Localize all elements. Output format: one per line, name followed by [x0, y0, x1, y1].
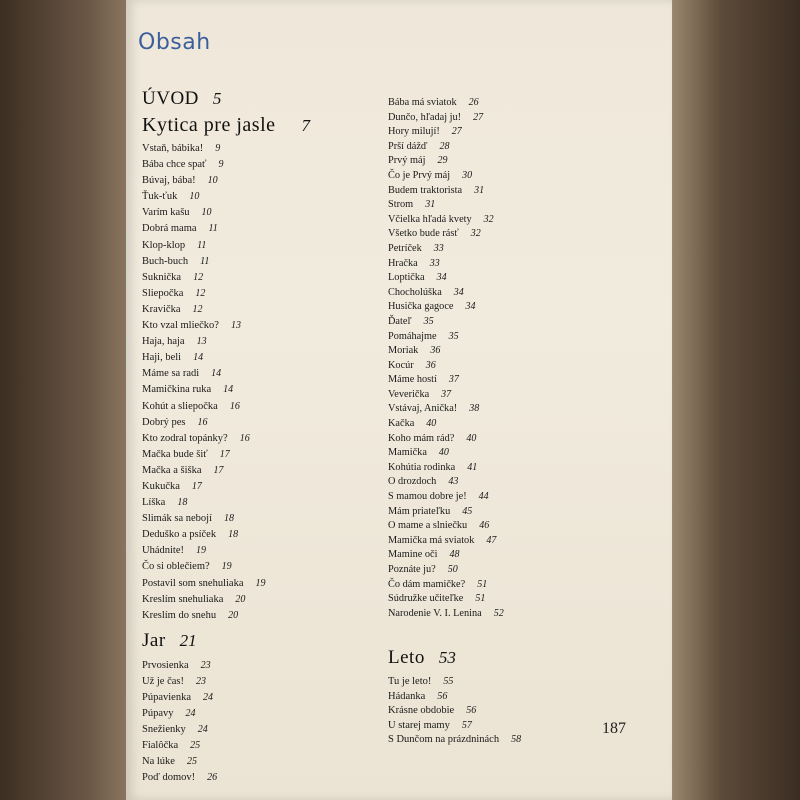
entry-title: Líška [142, 497, 166, 509]
toc-entry [142, 690, 392, 706]
entry-page: 45 [462, 505, 473, 517]
entry-page: 26 [207, 772, 218, 784]
entry-title: Čo dám mamičke? [388, 578, 466, 590]
toc-entry [388, 227, 658, 242]
section-uvod [142, 88, 392, 110]
section-leto [388, 647, 658, 669]
toc-entry [142, 576, 392, 592]
entry-title: Čo si oblečiem? [142, 561, 210, 573]
entry-page: 50 [447, 564, 458, 575]
entry-list [142, 658, 392, 787]
entry-title: Narodenie V. I. Lenina [388, 607, 482, 619]
entry-title: Ďateľ [388, 315, 412, 327]
toc-entry [142, 495, 392, 511]
toc-entry [388, 213, 658, 228]
entry-title: Kravička [142, 303, 181, 315]
entry-page: 25 [190, 740, 201, 752]
entry-title: Prší dážď [388, 140, 428, 152]
toc-entry [142, 738, 392, 754]
entry-page: 36 [425, 359, 436, 371]
entry-title: Kto vzal mliečko? [142, 320, 219, 332]
toc-entry [142, 592, 392, 608]
entry-page: 47 [486, 534, 497, 546]
entry-title: Buch-buch [142, 255, 189, 267]
entry-title: Snežienky [142, 724, 186, 736]
entry-title: Ťuk-ťuk [142, 191, 178, 203]
toc-entry [388, 675, 658, 690]
entry-page: 36 [430, 345, 441, 357]
entry-title: Mačka bude šiť [142, 448, 208, 460]
toc-entry [388, 505, 658, 520]
entry-page: 33 [433, 242, 444, 254]
section-page: 7 [301, 116, 310, 135]
toc-entry [142, 658, 392, 674]
entry-page: 17 [219, 448, 230, 460]
entry-title: Kocúr [388, 359, 414, 371]
toc-entry [388, 125, 658, 140]
entry-title: Mamičkina ruka [142, 384, 212, 396]
entry-page: 31 [474, 184, 485, 196]
entry-page: 35 [448, 330, 459, 342]
toc-entry [388, 475, 658, 490]
section-page: 53 [438, 648, 456, 668]
toc-entry [142, 382, 392, 398]
toc-entry [388, 563, 658, 578]
entry-title: Suknička [142, 271, 182, 283]
entry-title: Strom [388, 199, 414, 211]
section-name: ÚVOD [142, 88, 199, 109]
entry-page: 19 [196, 545, 206, 557]
entry-page: 32 [470, 228, 481, 240]
toc-entry [142, 318, 392, 334]
toc-entry [142, 221, 392, 237]
entry-page: 37 [441, 388, 452, 400]
toc-entry [142, 722, 392, 738]
entry-page: 58 [511, 734, 522, 746]
entry-page: 20 [235, 593, 246, 605]
toc-entry [388, 359, 658, 374]
entry-title: Dobrá mama [142, 223, 197, 235]
entry-title: Včielka hľadá kvety [388, 213, 472, 225]
entry-title: Petríček [388, 242, 422, 254]
entry-page: 56 [466, 705, 477, 717]
toc-entry [142, 350, 392, 366]
entry-title: Kukučka [142, 480, 180, 492]
toc-entry [142, 173, 392, 189]
toc-entry [388, 169, 658, 184]
entry-title: Dobrý pes [142, 416, 186, 428]
toc-entry [388, 373, 658, 388]
toc-entry [388, 198, 658, 213]
book-page [126, 0, 672, 800]
entry-page: 18 [228, 529, 239, 541]
entry-title: Sliepočka [142, 287, 184, 299]
entry-page: 46 [479, 520, 490, 532]
entry-page: 29 [437, 155, 448, 167]
entry-title: Čo je Prvý máj [388, 169, 451, 181]
toc-entry [142, 302, 392, 318]
toc-entry [388, 96, 658, 111]
toc-entry [142, 511, 392, 527]
entry-page: 34 [465, 301, 476, 313]
toc-entry [142, 674, 392, 690]
toc-entry [388, 578, 658, 593]
entry-title: U starej mamy [388, 719, 450, 731]
section-jar [142, 630, 392, 652]
entry-title: Koho mám rád? [388, 432, 455, 444]
toc-right-column [388, 96, 658, 748]
toc-entry [142, 141, 392, 157]
toc-entry [388, 330, 658, 345]
entry-title: Mačka a šiška [142, 464, 202, 476]
entry-title: Búvaj, bába! [142, 175, 196, 187]
entry-page: 16 [239, 432, 250, 444]
toc-entry [388, 432, 658, 447]
toc-entry [388, 242, 658, 257]
entry-page: 44 [478, 491, 489, 503]
entry-title: Slimák sa nebojí [142, 513, 212, 525]
toc-entry [388, 490, 658, 505]
entry-page: 40 [438, 447, 449, 459]
section-kytica [142, 114, 392, 137]
toc-entry [388, 548, 658, 563]
entry-title: Postavil som snehuliaka [142, 577, 244, 589]
section-name: Jar [142, 629, 166, 651]
entry-page: 27 [451, 126, 462, 138]
entry-title: Kreslím do snehu [142, 609, 217, 621]
entry-page: 35 [423, 315, 434, 327]
toc-entry [388, 300, 658, 315]
page-title: Obsah [138, 30, 211, 55]
toc-entry [388, 257, 658, 272]
toc-entry [142, 189, 392, 205]
entry-title: Bába chce spať [142, 159, 207, 171]
entry-page: 38 [469, 403, 480, 415]
toc-entry [388, 519, 658, 534]
entry-page: 14 [223, 384, 234, 396]
entry-title: Máme sa radi [142, 368, 200, 380]
entry-title: Súdružke učiteľke [388, 593, 464, 605]
entry-title: Mamička [388, 447, 427, 459]
entry-page: 48 [449, 549, 460, 561]
toc-entry [142, 205, 392, 221]
entry-title: Hračka [388, 257, 418, 269]
entry-title: Hádanka [388, 690, 426, 702]
entry-title: Poznáte ju? [388, 564, 436, 575]
entry-page: 12 [195, 287, 206, 299]
toc-entry [388, 534, 658, 549]
entry-title: Haji, beli [142, 352, 182, 364]
toc-entry [142, 479, 392, 495]
section-page: 5 [212, 89, 222, 108]
entry-title: Tu je leto! [388, 676, 432, 688]
toc-entry [388, 607, 658, 622]
entry-title: Máme hostí [388, 374, 437, 386]
entry-page: 9 [215, 143, 221, 154]
entry-title: Hory milují! [388, 126, 440, 138]
toc-entry [142, 286, 392, 302]
section-page: 21 [179, 630, 197, 650]
entry-page: 10 [201, 207, 212, 219]
entry-page: 52 [493, 607, 504, 619]
toc-entry [142, 543, 392, 559]
toc-entry [142, 447, 392, 463]
toc-entry [142, 463, 392, 479]
toc-entry [142, 527, 392, 543]
entry-page: 33 [429, 257, 440, 269]
entry-page: 23 [195, 675, 206, 687]
entry-page: 10 [207, 175, 218, 187]
entry-page: 40 [466, 432, 477, 444]
entry-page: 18 [177, 497, 188, 509]
entry-page: 9 [218, 159, 224, 171]
entry-page: 13 [230, 320, 241, 332]
toc-entry [142, 559, 392, 575]
entry-page: 12 [193, 271, 204, 283]
entry-title: Budem traktorista [388, 184, 463, 196]
entry-page: 51 [475, 593, 486, 605]
toc-entry [142, 754, 392, 770]
entry-page: 34 [453, 286, 464, 298]
toc-entry [388, 417, 658, 432]
entry-title: Kohút a sliepočka [142, 400, 218, 412]
entry-page: 27 [473, 111, 484, 123]
right-background [670, 0, 800, 800]
entry-page: 13 [196, 336, 207, 348]
entry-title: Už je čas! [142, 675, 184, 687]
entry-title: Mám priateľku [388, 505, 451, 517]
entry-title: Kreslím snehuliaka [142, 593, 224, 605]
section-name: Leto [388, 647, 425, 669]
toc-entry [388, 402, 658, 417]
entry-page: 51 [477, 578, 488, 590]
entry-title: Fialôčka [142, 740, 179, 752]
toc-entry [388, 704, 658, 719]
toc-left-column [142, 88, 392, 787]
toc-entry [142, 366, 392, 382]
section-name: Kytica pre jasle [142, 114, 276, 136]
toc-entry [388, 344, 658, 359]
entry-page: 28 [439, 140, 450, 152]
entry-title: Pomáhajme [388, 330, 437, 342]
entry-title: Krásne obdobie [388, 705, 455, 717]
toc-entry [142, 706, 392, 722]
entry-page: 11 [208, 223, 218, 235]
entry-page: 14 [193, 352, 204, 364]
toc-entry [388, 286, 658, 301]
entry-title: Kohútia rodinka [388, 461, 456, 473]
entry-title: Bába má sviatok [388, 97, 457, 108]
toc-entry [142, 238, 392, 254]
entry-page: 24 [197, 724, 208, 736]
entry-title: Vstaň, bábika! [142, 143, 204, 154]
toc-entry [142, 431, 392, 447]
entry-title: Kačka [388, 418, 415, 430]
toc-entry [388, 592, 658, 607]
entry-page: 34 [436, 272, 447, 284]
toc-entry [142, 399, 392, 415]
toc-entry [388, 154, 658, 169]
entry-title: Púpavienka [142, 692, 191, 703]
entry-title: S Dunčom na prázdninách [388, 734, 500, 746]
entry-title: Všetko bude rásť [388, 228, 459, 240]
entry-title: Prvosienka [142, 659, 189, 671]
entry-page: 24 [203, 692, 213, 703]
entry-page: 20 [228, 609, 239, 621]
entry-page: 31 [425, 199, 436, 211]
entry-title: Deduško a psíček [142, 529, 217, 541]
entry-title: O drozdoch [388, 476, 437, 488]
entry-page: 11 [200, 255, 210, 267]
entry-page: 56 [437, 690, 448, 702]
toc-entry [388, 461, 658, 476]
entry-list [388, 96, 658, 621]
entry-page: 25 [186, 756, 197, 768]
toc-entry [142, 334, 392, 350]
entry-title: Prvý máj [388, 155, 426, 167]
entry-title: Chocholúška [388, 286, 442, 298]
entry-page: 57 [461, 719, 472, 731]
toc-entry [388, 388, 658, 403]
toc-entry [388, 111, 658, 126]
entry-title: Veverička [388, 388, 430, 400]
entry-title: Varím kašu [142, 207, 190, 219]
entry-page: 55 [443, 676, 454, 688]
toc-entry [388, 271, 658, 286]
entry-page: 30 [462, 169, 473, 181]
entry-page: 19 [255, 577, 266, 589]
entry-page: 32 [483, 213, 494, 225]
toc-entry [388, 140, 658, 155]
entry-page: 37 [448, 374, 459, 386]
entry-page: 18 [224, 513, 234, 525]
entry-title: Haja, haja [142, 336, 185, 348]
toc-entry [388, 690, 658, 705]
entry-page: 16 [229, 400, 240, 412]
entry-page: 10 [189, 191, 200, 203]
toc-entry [142, 254, 392, 270]
entry-title: Vstávaj, Anička! [388, 403, 458, 415]
entry-title: Moriak [388, 345, 419, 357]
toc-entry [142, 770, 392, 786]
entry-title: Loptička [388, 272, 425, 284]
entry-page: 14 [211, 368, 222, 380]
entry-title: Mamine oči [388, 549, 438, 561]
entry-page: 17 [191, 480, 202, 492]
entry-page: 24 [185, 708, 196, 720]
entry-page: 17 [213, 464, 224, 476]
entry-title: Klop-klop [142, 239, 186, 251]
entry-title: Na lúke [142, 756, 175, 768]
toc-entry [142, 157, 392, 173]
entry-page: 23 [200, 659, 211, 671]
entry-page: 41 [467, 461, 478, 473]
entry-page: 26 [468, 97, 479, 108]
page-number: 187 [602, 720, 626, 737]
toc-entry [142, 270, 392, 286]
entry-page: 19 [221, 561, 232, 573]
entry-page: 40 [426, 418, 437, 430]
entry-page: 12 [192, 303, 203, 315]
entry-page: 16 [197, 416, 208, 428]
entry-title: Púpavy [142, 708, 174, 720]
toc-entry [388, 184, 658, 199]
toc-entry [388, 315, 658, 330]
entry-title: O mame a slniečku [388, 520, 468, 532]
toc-entry [142, 608, 392, 624]
entry-title: Husička gagoce [388, 301, 454, 313]
entry-title: Kto zodral topánky? [142, 432, 228, 444]
entry-page: 43 [448, 476, 459, 488]
entry-title: S mamou dobre je! [388, 491, 467, 503]
entry-title: Uhádnite! [142, 545, 184, 557]
toc-entry [142, 415, 392, 431]
entry-list [142, 141, 392, 624]
entry-title: Poď domov! [142, 772, 196, 784]
left-background [0, 0, 128, 800]
entry-title: Dunčo, hľadaj ju! [388, 111, 462, 123]
entry-page: 11 [197, 239, 207, 251]
entry-title: Mamička má sviatok [388, 534, 475, 546]
toc-entry [388, 446, 658, 461]
